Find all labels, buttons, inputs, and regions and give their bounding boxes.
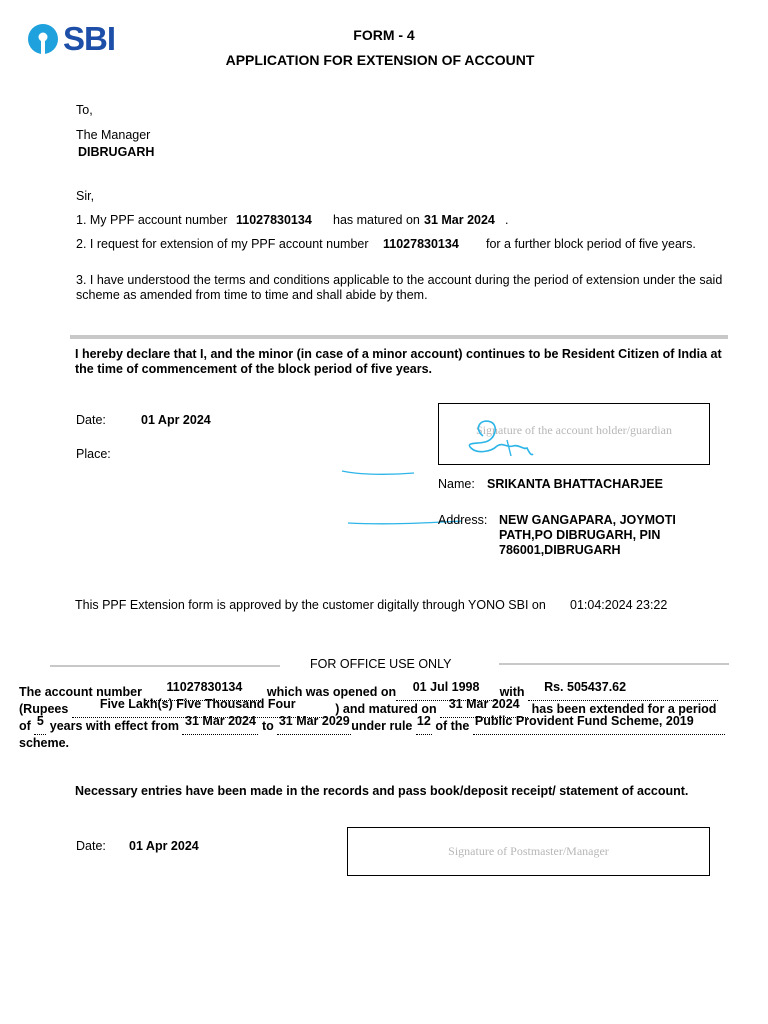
p1-prefix: 1. My PPF account number [76,213,228,227]
office-text: with [499,685,525,699]
office-text: scheme. [19,736,70,750]
postmaster-signature-box [347,827,710,876]
office-paragraph [19,680,751,752]
name-label: Name: [438,477,475,491]
handwritten-signature [463,414,543,464]
office-text: of the [435,719,470,733]
years-field [34,714,46,735]
brand-name: SBI [63,20,116,57]
ink-stroke [340,465,420,479]
office-divider-left [50,665,280,667]
entries-note: Necessary entries have been made in the records and pass book/deposit receipt/ statement of account. [75,784,689,798]
office-text: has been extended for a period [531,702,717,716]
p1-end: . [505,213,509,227]
branch-name: DIBRUGARH [78,145,155,159]
office-heading: FOR OFFICE USE ONLY [310,657,452,671]
opened-on-value: 01 Jul 1998 [412,680,480,694]
office-text: which was opened on [266,685,397,699]
office-text: to [261,719,274,733]
scheme-name-field [473,714,725,735]
office-text: ) and matured on [335,702,437,716]
office-text: (Rupees [19,702,69,716]
date-label: Date: [76,413,106,427]
approval-text: This PPF Extension form is approved by the customer digitally through YONO SBI on [75,598,546,612]
date-value: 01 Apr 2024 [141,413,211,427]
p1-date: 31 Mar 2024 [424,213,495,227]
form-number: FORM - 4 [353,27,415,43]
office-text: years with effect from [49,719,179,733]
office-account-value: 11027830134 [166,680,243,694]
to-date-field [277,714,351,735]
p2-account: 11027830134 [383,237,459,251]
rupees-words-value: Five Lakh(s) Five Thousand Four [99,697,296,711]
salutation: Sir, [76,189,95,203]
matured-on-value: 31 Mar 2024 [448,697,520,711]
approval-timestamp: 01:04:2024 23:22 [570,598,668,612]
postmaster-signature-label: Signature of Postmaster/Manager [448,844,609,858]
office-text: The account number [19,685,142,699]
from-date-value: 31 Mar 2024 [185,714,256,728]
declaration-text: I hereby declare that I, and the minor (in case of a minor account) continues to be Resident Citizen of India at the time of commencement of the block period of five years. [75,347,722,376]
scheme-name-value: Public Provident Fund Scheme, 2019 [474,714,694,728]
office-date-value: 01 Apr 2024 [129,839,199,853]
p3-terms: 3. I have understood the terms and conditions applicable to the account during the period of extension under the said scheme as amended from time to time and shall abide by them. [76,273,723,302]
p1-middle: has matured on [333,213,420,227]
section-divider [70,335,728,339]
office-divider-right [499,663,729,665]
p1-account: 11027830134 [236,213,312,227]
manager-label: The Manager [76,128,151,142]
office-date-label: Date: [76,839,106,853]
p2-suffix: for a further block period of five years. [486,237,696,251]
office-text: under rule [351,719,413,733]
balance-value: Rs. 505437.62 [544,680,627,694]
rule-field [416,714,432,735]
balance-field [528,680,718,701]
office-text: of [19,719,31,733]
from-date-field [182,714,258,735]
address-value: NEW GANGAPARA, JOYMOTI PATH,PO DIBRUGARH, PIN 786001,DIBRUGARH [499,513,676,557]
p2-prefix: 2. I request for extension of my PPF account number [76,237,369,251]
account-holder-signature-box [438,403,710,465]
form-title: APPLICATION FOR EXTENSION OF ACCOUNT [225,52,535,68]
account-holder-signature-label: Signature of the account holder/guardian [476,423,672,437]
years-value: 5 [36,714,44,728]
place-label: Place: [76,447,111,461]
to-date-value: 31 Mar 2029 [278,714,350,728]
rule-value: 12 [416,714,431,728]
name-value: SRIKANTA BHATTACHARJEE [487,477,663,491]
address-label: Address: [438,513,488,527]
to-label: To, [76,103,93,117]
